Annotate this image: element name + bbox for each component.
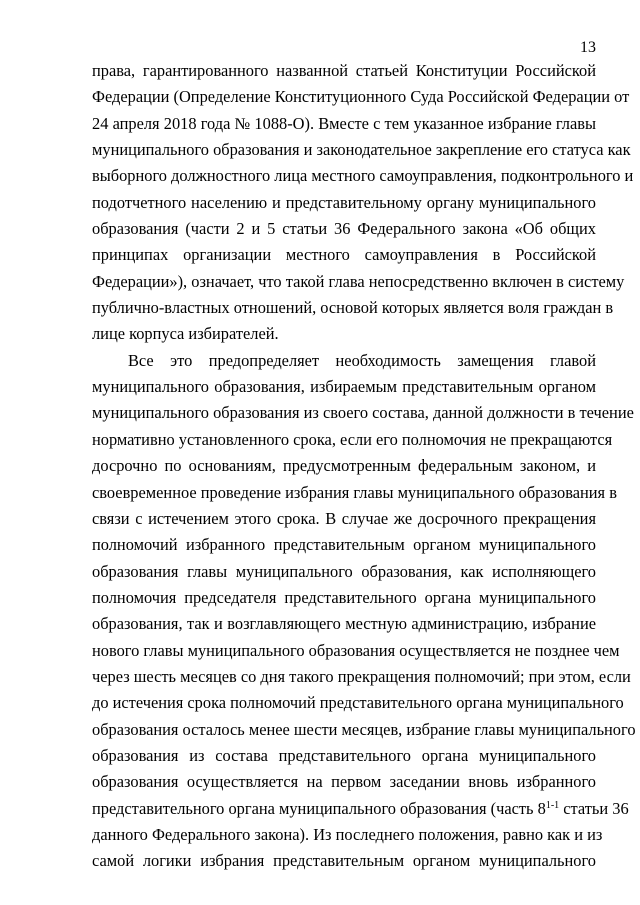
text-line: подотчетного населению и представительному органу муниципального: [92, 192, 596, 212]
text-line: образования осталось менее шести месяцев, избрание главы муниципального: [92, 719, 636, 739]
text-line: до истечения срока полномочий представительного органа муниципального: [92, 693, 624, 713]
document-body: [92, 58, 636, 875]
text-line: образования, так и возглавляющего местную администрацию, избрание: [92, 614, 596, 634]
superscript: 1-1: [545, 799, 560, 811]
text-line: муниципального образования, избираемым представительным органом: [92, 377, 596, 397]
text-line: через шесть месяцев со дня такого прекращения полномочий; при этом, если: [92, 666, 631, 686]
text-line: 24 апреля 2018 года № 1088-О). Вместе с тем указанное избрание главы: [92, 113, 596, 133]
line-text-before: представительного органа муниципального образования (часть 8: [92, 798, 546, 818]
text-line-with-superscript: [92, 796, 629, 822]
text-line: нового главы муниципального образования осуществляется не позднее чем: [92, 640, 620, 660]
text-line: данного Федерального закона). Из последнего положения, равно как и из: [92, 824, 603, 844]
text-line: выборного должностного лица местного самоуправления, подконтрольного и: [92, 166, 634, 186]
text-line: Федерации»), означает, что такой глава непосредственно включен в систему: [92, 271, 625, 291]
text-line: самой логики избрания представительным органом муниципального: [92, 851, 596, 871]
text-line: связи с истечением этого срока. В случае же досрочного прекращения: [92, 508, 596, 528]
text-line: полномочия председателя представительного органа муниципального: [92, 587, 596, 607]
line-text-after: статьи 36: [559, 798, 629, 818]
text-line: муниципального образования и законодательное закрепление его статуса как: [92, 140, 631, 160]
text-line: публично-властных отношений, основой которых является воля граждан в: [92, 298, 614, 318]
text-line: Федерации (Определение Конституционного Суда Российской Федерации от: [92, 87, 630, 107]
text-line: принципах организации местного самоуправления в Российской: [92, 245, 596, 265]
page-number: 13: [580, 39, 596, 56]
text-line: досрочно по основаниям, предусмотренным федеральным законом, и: [92, 456, 596, 476]
text-line: нормативно установленного срока, если его полномочия не прекращаются: [92, 429, 613, 449]
paragraph-start-line: Все это предопределяет необходимость замещения главой: [128, 350, 596, 370]
text-line: полномочий избранного представительным органом муниципального: [92, 535, 596, 555]
text-line: образования из состава представительного органа муниципального: [92, 745, 596, 765]
text-line: муниципального образования из своего состава, данной должности в течение: [92, 403, 634, 423]
text-line: образования главы муниципального образования, как исполняющего: [92, 561, 596, 581]
text-line: своевременное проведение избрания главы муниципального образования в: [92, 482, 617, 502]
text-line: образования осуществляется на первом заседании вновь избранного: [92, 772, 596, 792]
text-line: права, гарантированного названной статьей Конституции Российской: [92, 61, 596, 80]
text-line: образования (части 2 и 5 статьи 36 Федерального закона «Об общих: [92, 219, 596, 239]
paragraph-end-line: лице корпуса избирателей.: [92, 324, 279, 344]
